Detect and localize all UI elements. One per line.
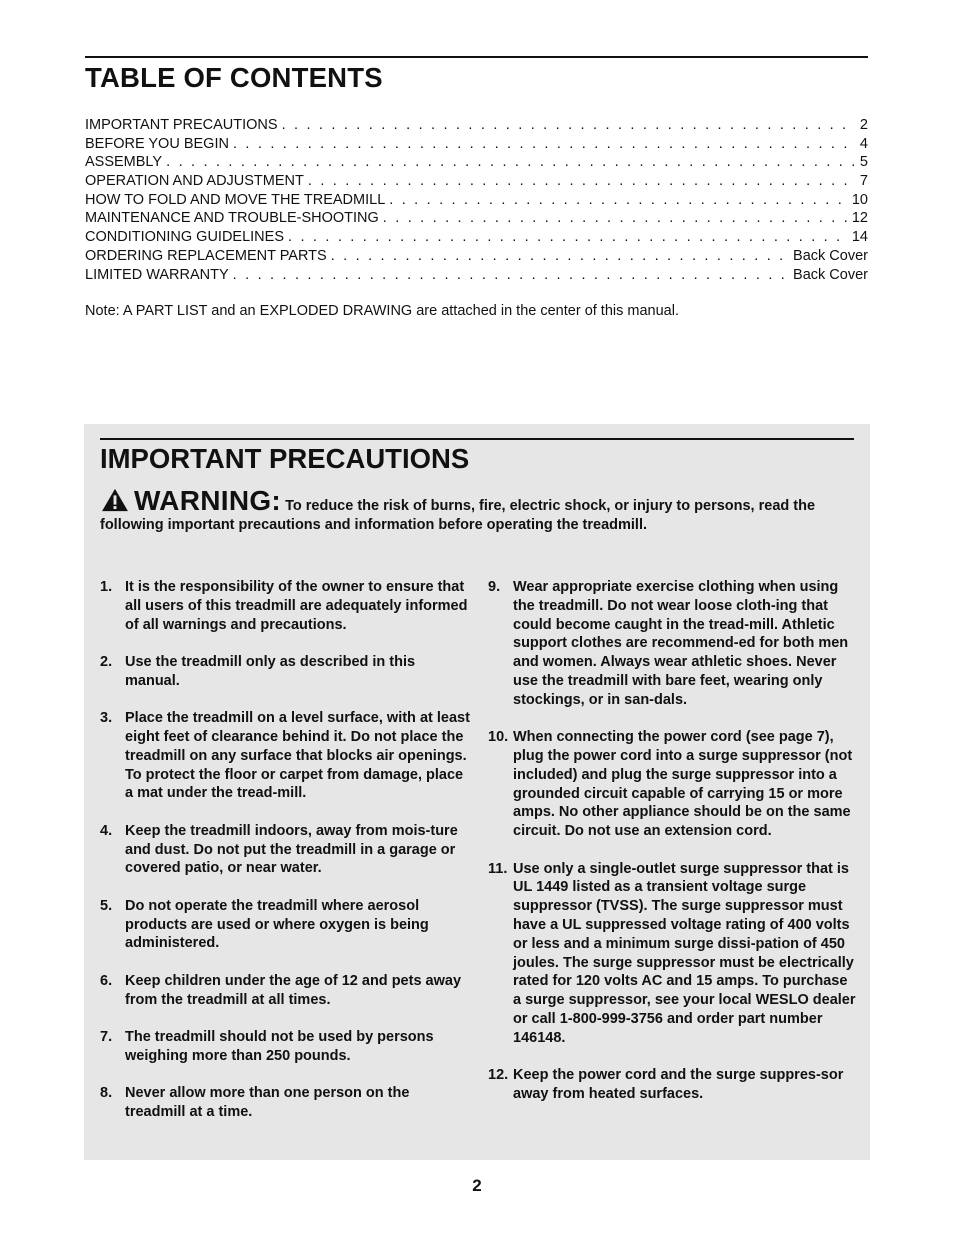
precaution-item: [100, 653, 472, 691]
precaution-text: Keep children under the age of 12 and pets away from the treadmill at all times.: [125, 972, 462, 1008]
toc-entry-page: 12: [851, 210, 868, 227]
table-of-contents: [85, 56, 868, 319]
toc-entry: [85, 117, 868, 136]
precaution-text: Keep the power cord and the surge suppres-sor away from heated surfaces.: [513, 1067, 844, 1102]
toc-leader-dots: [288, 229, 848, 245]
precaution-text: Use only a single-outlet surge suppressor that is UL 1449 listed as a transient voltage surge suppressor (TVSS). The surge suppressor must have a UL suppressed voltage rating of 400 volts or less and a minimum surge dissi-pation of 450 joules. The surge suppressor must be electrically rated for 120 volts AC and 15 amps. To purchase a surge suppressor, see your local WESLO dealer or call 1-800-999-3756 and order part number 146148.: [513, 860, 856, 1046]
toc-leader-dots: [383, 210, 848, 226]
precaution-item: [488, 578, 858, 710]
toc-entry-page: 4: [859, 135, 868, 152]
precaution-item: [100, 1084, 472, 1122]
precaution-item: [488, 860, 858, 1048]
precaution-text: Never allow more than one person on the treadmill at a time.: [125, 1085, 410, 1120]
precaution-text: The treadmill should not be used by persons weighing more than 250 pounds.: [125, 1028, 434, 1064]
toc-entry: [85, 210, 868, 229]
precaution-number: 1.: [100, 579, 113, 595]
precaution-text: Wear appropriate exercise clothing when using the treadmill. Do not wear loose cloth-ing that could become caught in the tread-mill. Athletic support clothes are recommend-ed for both men and women. Always wear athletic shoes. Never use the treadmill with bare feet, wearing only stockings, or in san-dals.: [513, 579, 849, 708]
precautions-right-column: [488, 578, 858, 1122]
precautions-top-rule: [100, 438, 854, 440]
toc-entry-page: 2: [859, 117, 868, 133]
precaution-item: [100, 972, 472, 1010]
precaution-text: Do not operate the treadmill where aerosol products are used or where oxygen is being administered.: [125, 897, 429, 952]
toc-entry-title: MAINTENANCE AND TROUBLE-SHOOTING: [85, 210, 379, 227]
precaution-text: It is the responsibility of the owner to ensure that all users of this treadmill are adequately informed of all warnings and precautions.: [125, 579, 468, 633]
toc-leader-dots: [282, 117, 856, 133]
toc-entry-title: IMPORTANT PRECAUTIONS: [85, 117, 278, 133]
precaution-number: 12.: [488, 1067, 509, 1084]
toc-title: TABLE OF CONTENTS: [85, 62, 383, 93]
toc-entry-title: OPERATION AND ADJUSTMENT: [85, 173, 304, 190]
toc-entry-page: 10: [851, 191, 868, 208]
precaution-number: 2.: [100, 653, 113, 670]
precaution-item: [488, 728, 858, 841]
toc-leader-dots: [166, 154, 856, 170]
toc-entry: [85, 248, 868, 267]
toc-entry-title: BEFORE YOU BEGIN: [85, 135, 229, 152]
toc-leader-dots: [233, 267, 789, 283]
precaution-text: Use the treadmill only as described in this manual.: [125, 653, 416, 689]
important-precautions-panel: [84, 424, 870, 1160]
toc-entry-title: LIMITED WARRANTY: [85, 266, 229, 283]
precautions-title: IMPORTANT PRECAUTIONS: [100, 443, 470, 474]
precaution-number: 6.: [100, 972, 113, 989]
toc-entry: [85, 267, 868, 286]
precaution-item: [488, 1066, 858, 1104]
toc-list: [85, 117, 868, 285]
precaution-number: 11.: [488, 860, 508, 877]
toc-leader-dots: [389, 192, 848, 208]
precaution-text: Keep the treadmill indoors, away from mois-ture and dust. Do not put the treadmill in a garage or covered patio, or near water.: [125, 822, 458, 877]
toc-entry-page: Back Cover: [793, 266, 868, 283]
precaution-number: 5.: [100, 897, 113, 914]
precaution-number: 7.: [100, 1028, 113, 1045]
precaution-item: [100, 1028, 472, 1066]
toc-entry: [85, 192, 868, 211]
precaution-number: 3.: [100, 710, 113, 727]
toc-note: Note: A PART LIST and an EXPLODED DRAWING are attached in the center of this manual.: [85, 303, 679, 320]
precaution-text: When connecting the power cord (see page 7), plug the power cord into a surge suppressor (not included) and plug the surge suppressor into a grounded circuit capable of carrying 15 or more amps. No other appliance should be on the same circuit. Do not use an extension cord.: [513, 729, 853, 840]
precaution-number: 10.: [488, 729, 509, 746]
toc-leader-dots: [233, 136, 856, 152]
toc-entry-title: CONDITIONING GUIDELINES: [85, 229, 284, 246]
warning-word: WARNING:: [134, 485, 282, 516]
toc-top-rule: [85, 56, 868, 58]
toc-leader-dots: [308, 173, 856, 189]
precaution-item: [100, 709, 472, 803]
toc-leader-dots: [331, 248, 789, 264]
precaution-item: [100, 822, 472, 878]
precaution-number: 4.: [100, 822, 113, 839]
toc-entry-title: HOW TO FOLD AND MOVE THE TREADMILL: [85, 191, 386, 208]
toc-entry: [85, 136, 868, 155]
toc-entry: [85, 229, 868, 248]
precaution-number: 8.: [100, 1085, 113, 1102]
toc-entry-page: 14: [851, 229, 868, 246]
precaution-item: [100, 897, 472, 953]
toc-entry-title: ASSEMBLY: [85, 154, 163, 171]
toc-entry: [85, 173, 868, 192]
warning-triangle-icon: [100, 488, 130, 512]
toc-entry-page: Back Cover: [793, 247, 868, 264]
page-number: 2: [472, 1176, 482, 1195]
precaution-number: 9.: [488, 579, 501, 595]
toc-entry-title: ORDERING REPLACEMENT PARTS: [85, 247, 327, 264]
toc-entry-page: 7: [859, 173, 868, 190]
precautions-left-column: [100, 578, 472, 1140]
precaution-text: Place the treadmill on a level surface, with at least eight feet of clearance behind it. Do not place the treadmill on any surface that blocks air openings. To protect the floor or carpet from damage, place a mat under the tread-mill.: [125, 710, 470, 802]
warning-text: To reduce the risk of burns, fire, electric shock, or injury to persons, read the following important precautions and information before operating the treadmill.: [100, 498, 816, 533]
toc-entry-page: 5: [859, 154, 868, 171]
warning-statement: [100, 485, 854, 535]
toc-entry: [85, 154, 868, 173]
precaution-item: [100, 578, 472, 634]
